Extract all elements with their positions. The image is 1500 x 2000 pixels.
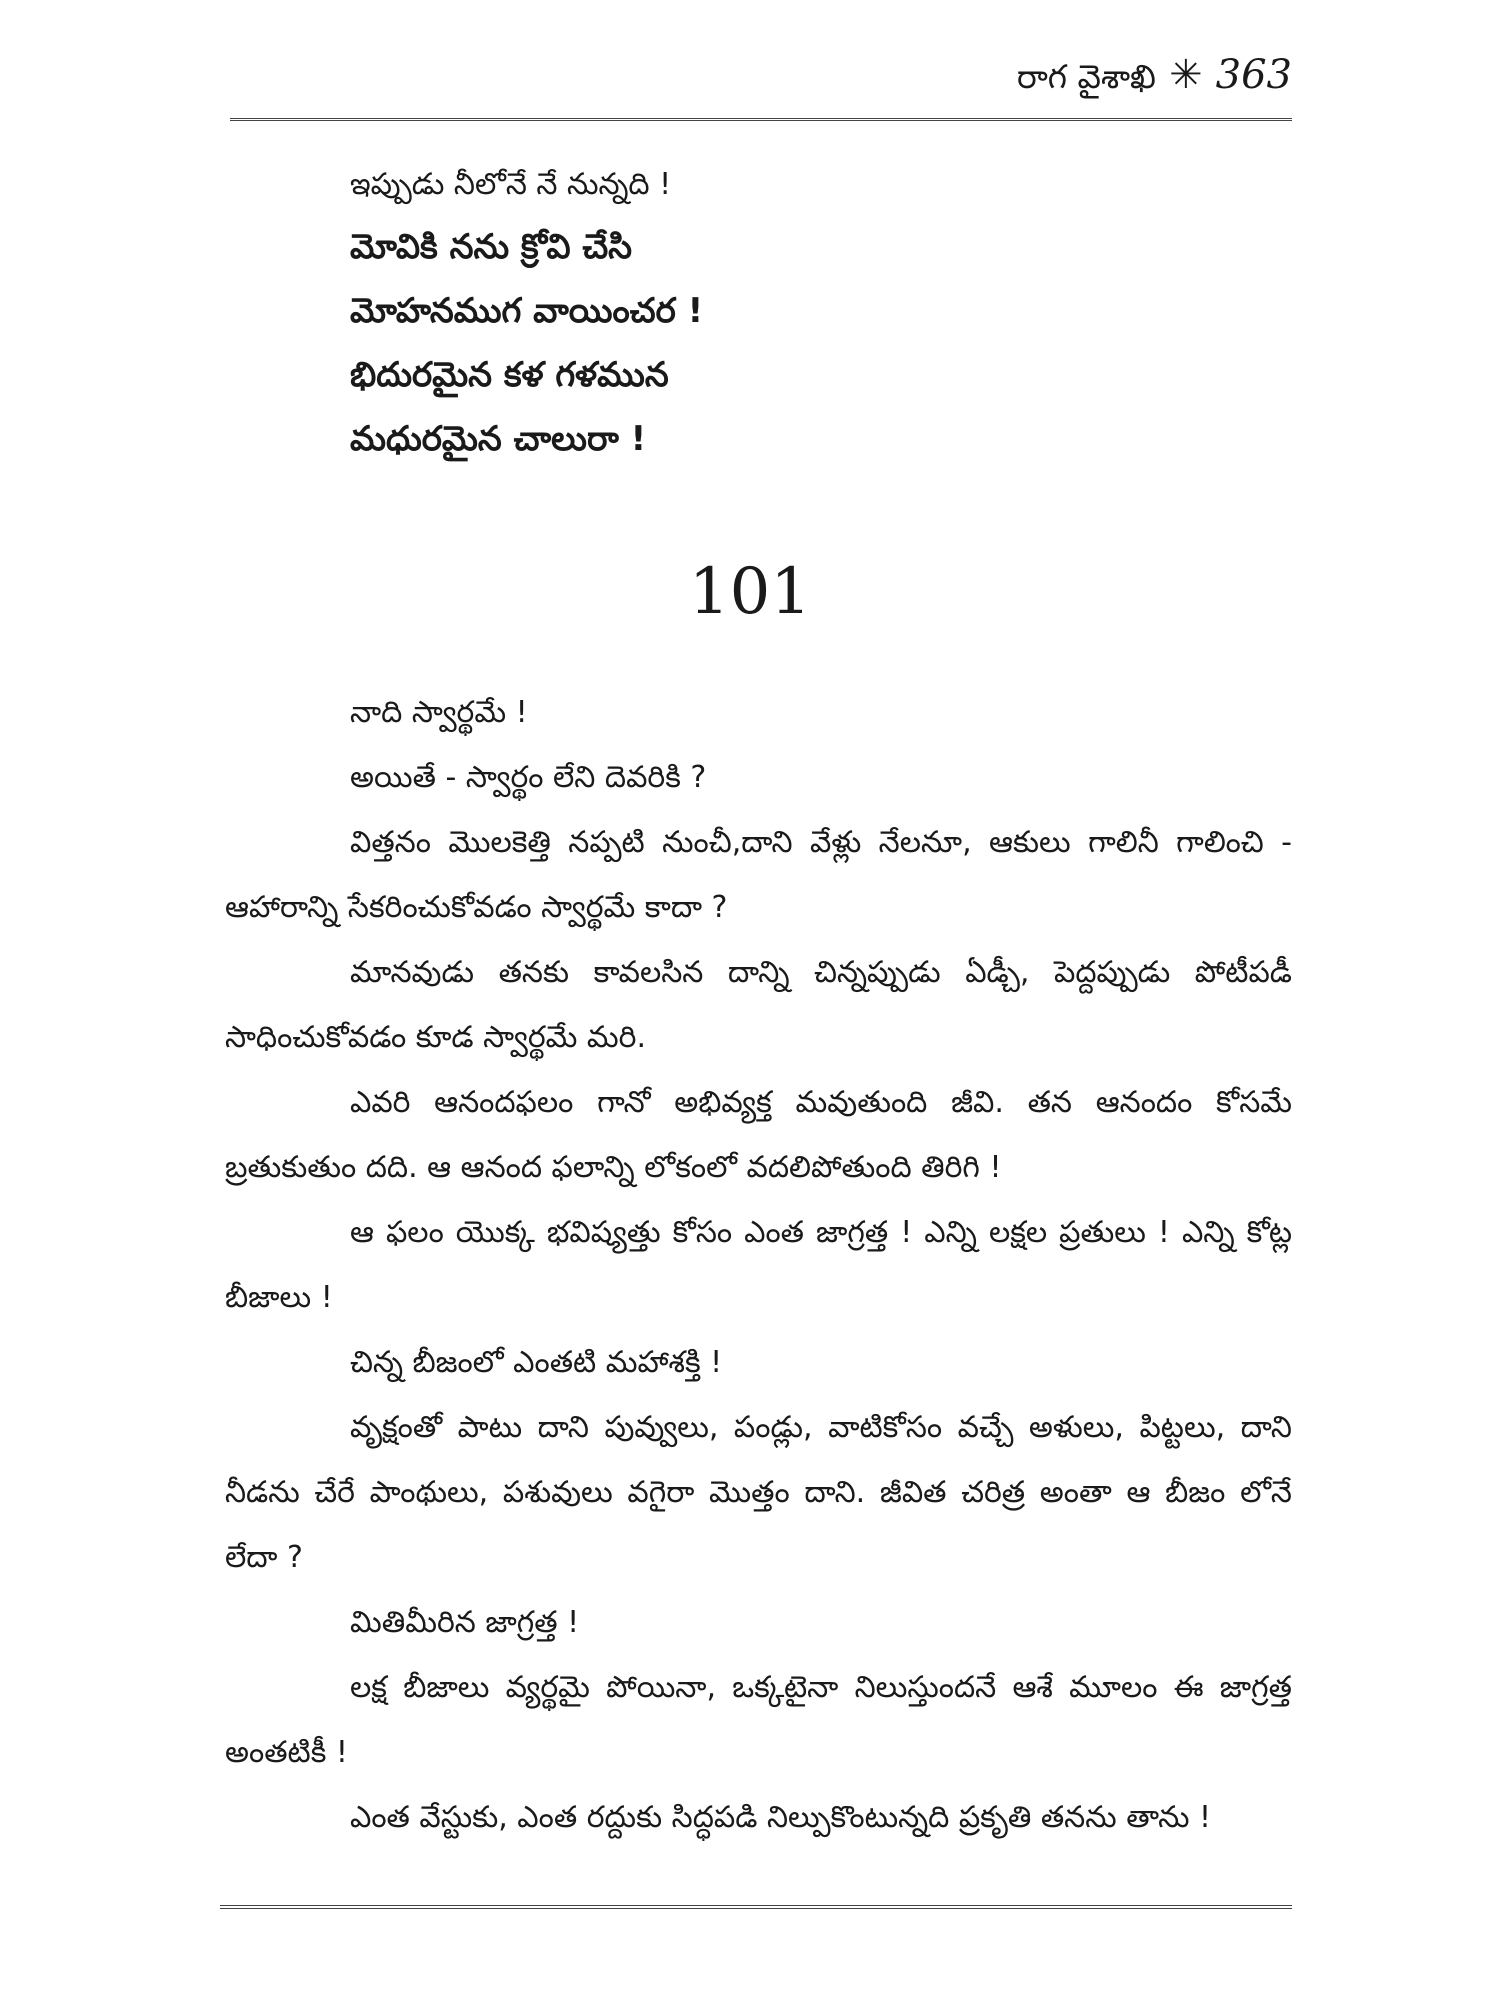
paragraph: ఎంత వేస్టుకు, ఎంత రద్దుకు సిద్ధపడి నిల్పుకొంటున్నది ప్రకృతి తనను తాను ! (350, 1800, 1212, 1835)
poem-line: మధురమైన చాలురా ! (350, 419, 647, 459)
paragraph: లక్ష బీజాలు వ్యర్థమై పోయినా, ఒక్కటైనా నిలుస్తుందనే ఆశే మూలం ఈ జాగ్రత్త అంతటికీ ! (225, 1670, 1292, 1770)
paragraph: మితిమీరిన జాగ్రత్త ! (350, 1605, 580, 1640)
poem-line: మోవికి నను క్రోవి చేసి (350, 227, 633, 267)
poem-block (350, 155, 1250, 471)
prose-block (225, 680, 1292, 1850)
paragraph: నాది స్వార్థమే ! (350, 695, 528, 730)
asterisk-ornament-icon: ✳ (1169, 52, 1203, 98)
paragraph: మానవుడు తనకు కావలసిన దాన్ని చిన్నప్పుడు ఏడ్చీ, పెద్దప్పుడు పోటీపడీ సాధించుకోవడం కూడ స్వార్థమే మరి. (225, 955, 1292, 1055)
page-number: 363 (1215, 52, 1292, 98)
poem-line: భిదురమైన కళ గళమున (350, 355, 669, 395)
paragraph: ఎవరి ఆనందఫలం గానో అభివ్యక్త మవుతుంది జీవి. తన ఆనందం కోసమే బ్రతుకుతుం దది. ఆ ఆనంద ఫలాన్ని లోకంలో వదలిపోతుంది తిరిగి ! (225, 1085, 1292, 1185)
paragraph: విత్తనం మొలకెత్తి నప్పటి నుంచీ,దాని వేళ్లు నేలనూ, ఆకులు గాలినీ గాలించి - ఆహారాన్ని సేకరించుకోవడం స్వార్థమే కాదా ? (225, 825, 1292, 925)
paragraph: ఆ ఫలం యొక్క భవిష్యత్తు కోసం ఎంత జాగ్రత్త ! ఎన్ని లక్షల ప్రతులు ! ఎన్ని కోట్ల బీజాలు ! (225, 1215, 1292, 1315)
poem-line: ఇప్పుడు నీలోనే నే నున్నది ! (350, 167, 672, 202)
running-head: రాగ వైశాఖి (1016, 57, 1156, 96)
header-rule (230, 118, 1292, 121)
paragraph: చిన్న బీజంలో ఎంతటి మహాశక్తి ! (350, 1345, 723, 1380)
chapter-number: 101 (688, 555, 812, 629)
footer-rule (220, 1905, 1292, 1909)
paragraph: అయితే - స్వార్థం లేని దెవరికి ? (350, 760, 707, 795)
poem-line: మోహనముగ వాయించర ! (350, 291, 704, 331)
page-header (230, 52, 1292, 112)
paragraph: వృక్షంతో పాటు దాని పువ్వులు, పండ్లు, వాటికోసం వచ్చే అళులు, పిట్టలు, దాని నీడను చేరే పాంథులు, పశువులు వగైరా మొత్తం దాని. జీవిత చరిత్ర అంతా ఆ బీజం లోనే లేదా ? (225, 1410, 1292, 1575)
